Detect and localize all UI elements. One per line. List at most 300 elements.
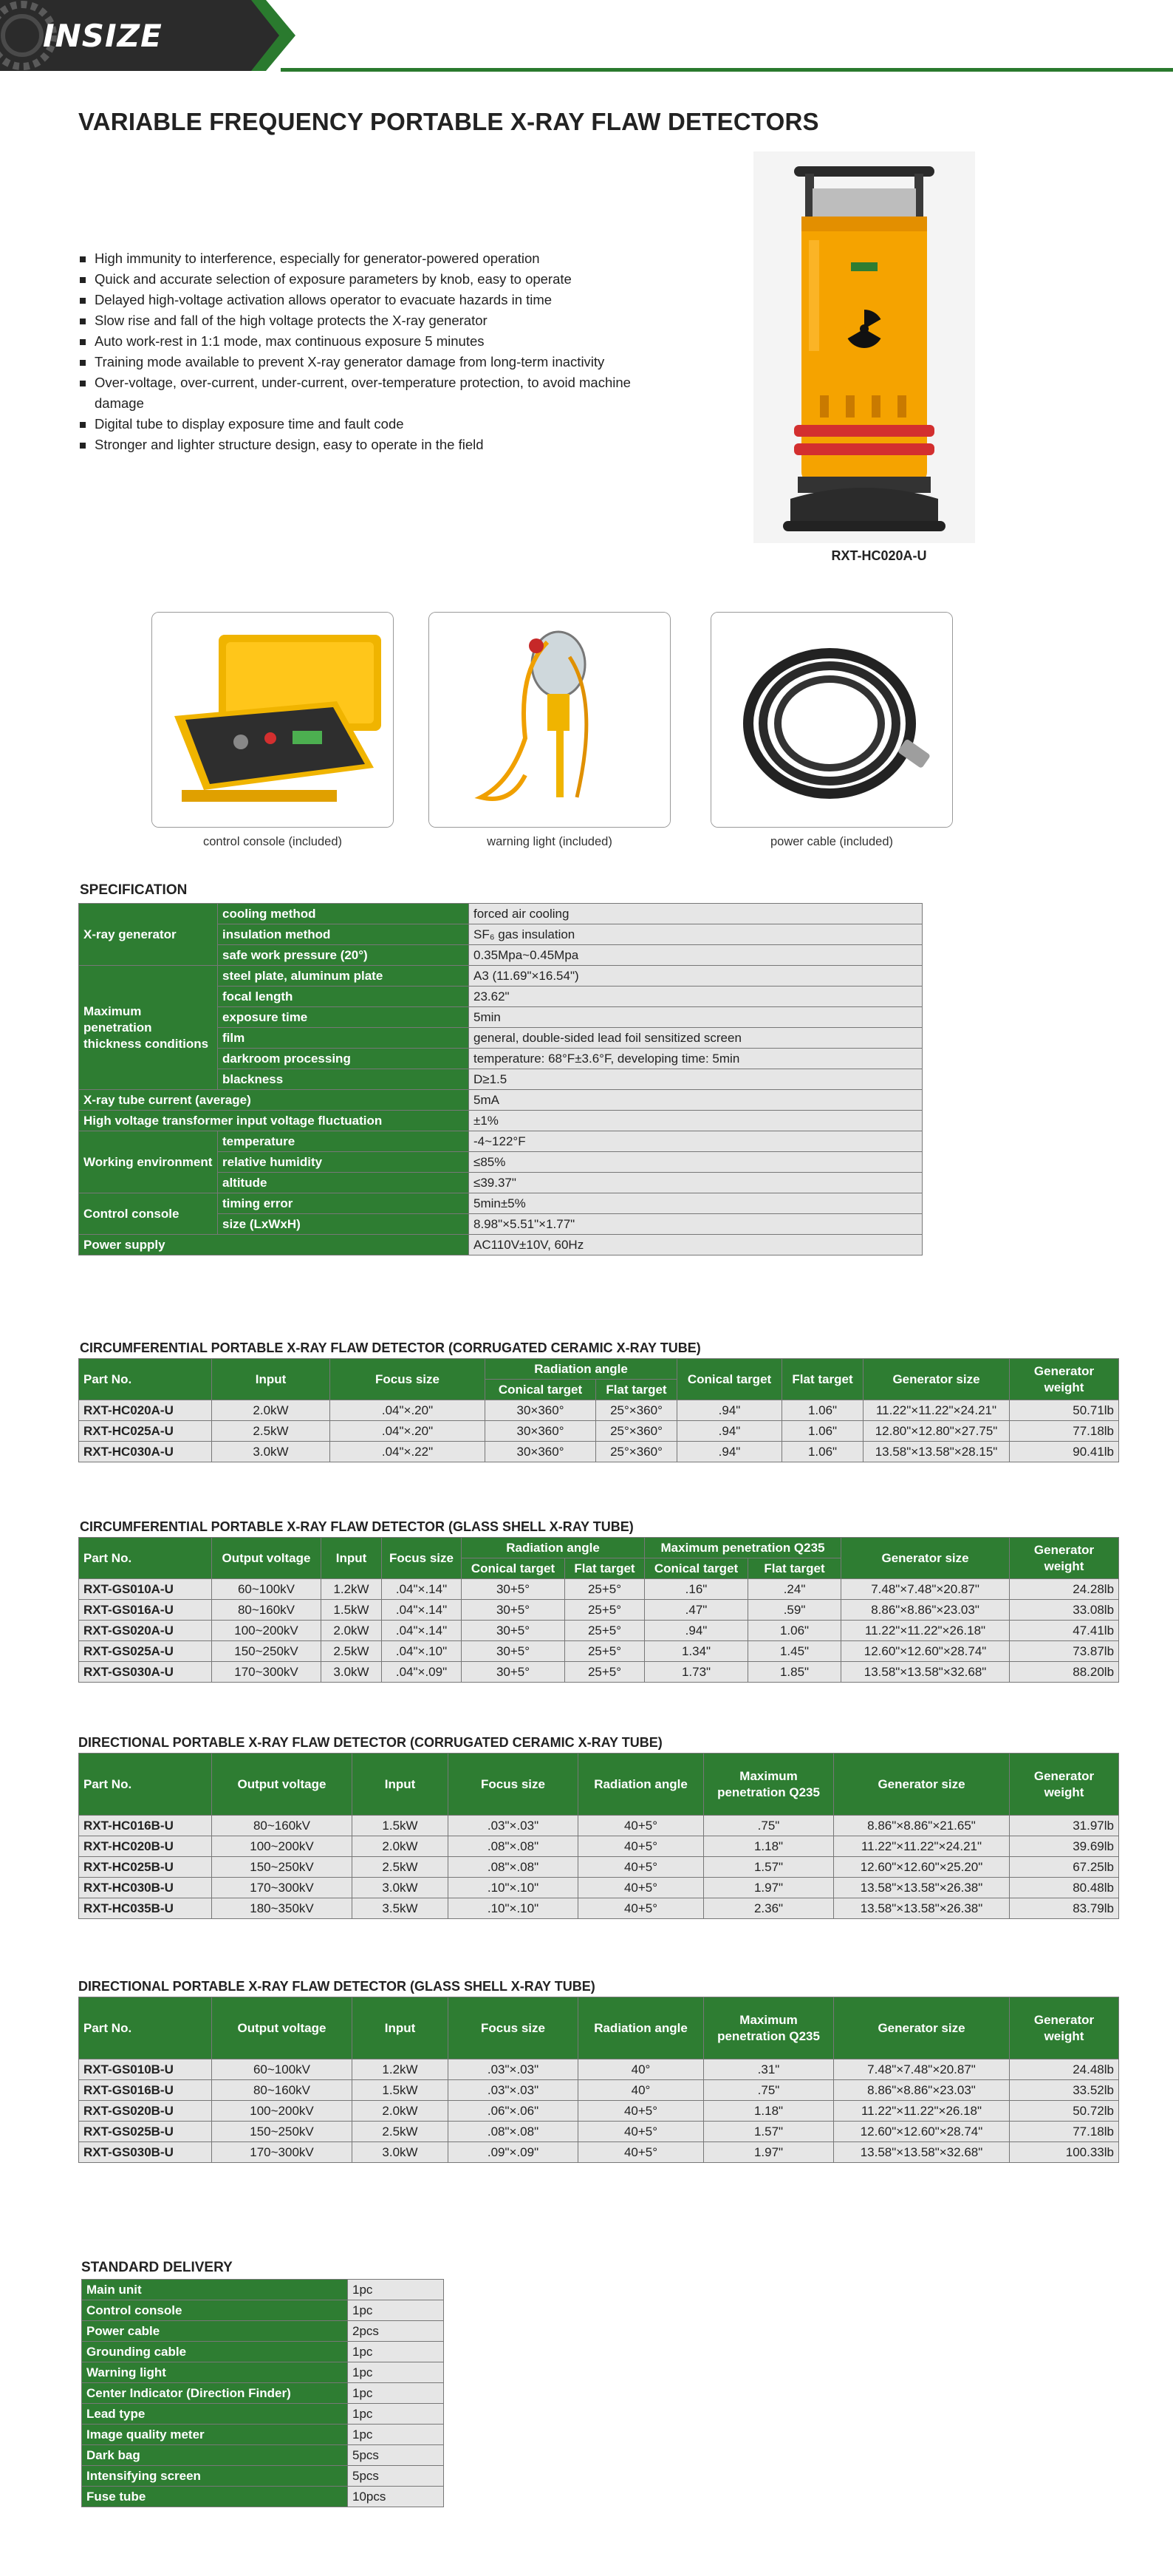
column-header: Radiation angle: [578, 1754, 704, 1816]
table-cell: 11.22"×11.22"×24.21": [834, 1836, 1010, 1857]
table-cell: RXT-GS016A-U: [79, 1600, 212, 1621]
table-cell: 1.5kW: [352, 1816, 448, 1836]
spec-title: SPECIFICATION: [80, 882, 188, 898]
table-row: [82, 2300, 444, 2321]
table-cell: RXT-GS030B-U: [79, 2142, 212, 2163]
spec-label: High voltage transformer input voltage fluctuation: [79, 1111, 469, 1131]
feature-item: Over-voltage, over-current, under-current, over-temperature protection, to avoid machine damage: [80, 372, 656, 414]
table-cell: 30+5°: [462, 1621, 565, 1641]
table-cell: Dark bag: [82, 2445, 348, 2466]
table-cell: 1pc: [348, 2404, 444, 2425]
table-cell: 80~160kV: [212, 1600, 321, 1621]
table-cell: 3.5kW: [352, 1898, 448, 1919]
column-header: Part No.: [79, 1997, 212, 2059]
column-header: Radiation angle: [462, 1538, 645, 1558]
table-cell: RXT-HC020A-U: [79, 1400, 212, 1421]
table-row: [79, 2142, 1119, 2163]
main-image-caption: RXT-HC020A-U: [831, 548, 927, 563]
column-header: Maximum penetration Q235: [645, 1538, 841, 1558]
spec-value: 5min±5%: [469, 1193, 923, 1214]
table-cell: 3.0kW: [212, 1442, 330, 1462]
table-cell: RXT-GS030A-U: [79, 1662, 212, 1683]
column-header: Flat target: [748, 1558, 841, 1579]
table-cell: .09"×.09": [448, 2142, 578, 2163]
spec-label: Power supply: [79, 1235, 469, 1255]
table-row: [82, 2445, 444, 2466]
table-cell: 8.86"×8.86"×21.65": [834, 1816, 1010, 1836]
table-cell: .94": [645, 1621, 748, 1641]
table-cell: 60~100kV: [212, 2059, 352, 2080]
spec-label: focal length: [218, 987, 469, 1007]
spec-label: film: [218, 1028, 469, 1049]
table-cell: 150~250kV: [212, 1641, 321, 1662]
table-cell: Control console: [82, 2300, 348, 2321]
table-cell: 1.06": [748, 1621, 841, 1641]
table-cell: 60~100kV: [212, 1579, 321, 1600]
table-cell: .04"×.22": [330, 1442, 485, 1462]
product-table-2: [78, 1537, 1119, 1683]
table-row: [82, 2487, 444, 2507]
table-cell: 25+5°: [565, 1621, 645, 1641]
table-cell: Warning light: [82, 2362, 348, 2383]
column-header: Focus size: [382, 1538, 462, 1579]
table-cell: RXT-HC025A-U: [79, 1421, 212, 1442]
table-row: [79, 1090, 923, 1111]
column-header: Focus size: [330, 1359, 485, 1400]
table-row: [79, 2080, 1119, 2101]
table-cell: 1.73": [645, 1662, 748, 1683]
table-cell: 30+5°: [462, 1579, 565, 1600]
spec-label: darkroom processing: [218, 1049, 469, 1069]
table-cell: 73.87lb: [1010, 1641, 1119, 1662]
table-row: [79, 1421, 1119, 1442]
table-cell: 30×360°: [485, 1400, 596, 1421]
table-cell: Fuse tube: [82, 2487, 348, 2507]
table-row: [79, 1898, 1119, 1919]
table-cell: 1.5kW: [321, 1600, 382, 1621]
table-row: [79, 2059, 1119, 2080]
spec-label: temperature: [218, 1131, 469, 1152]
feature-item: Training mode available to prevent X-ray generator damage from long-term inactivity: [80, 352, 693, 372]
spec-value: ±1%: [469, 1111, 923, 1131]
column-header: Output voltage: [212, 1997, 352, 2059]
table-row: [82, 2280, 444, 2300]
table-cell: 30×360°: [485, 1442, 596, 1462]
header-bar: [0, 0, 1173, 74]
table-cell: 1.85": [748, 1662, 841, 1683]
table-row: [79, 1600, 1119, 1621]
column-header: Focus size: [448, 1754, 578, 1816]
table-cell: 3.0kW: [352, 2142, 448, 2163]
delivery-title: STANDARD DELIVERY: [81, 2260, 233, 2275]
table-cell: RXT-GS025A-U: [79, 1641, 212, 1662]
table-cell: .10"×.10": [448, 1898, 578, 1919]
column-header: Output voltage: [212, 1538, 321, 1579]
table-cell: 2pcs: [348, 2321, 444, 2342]
column-header: Generator weight: [1010, 1997, 1119, 2059]
table-cell: 1pc: [348, 2425, 444, 2445]
table-cell: .75": [704, 1816, 834, 1836]
table-cell: 24.28lb: [1010, 1579, 1119, 1600]
table-row: [79, 1878, 1119, 1898]
table-cell: Center Indicator (Direction Finder): [82, 2383, 348, 2404]
table-cell: 40+5°: [578, 1898, 704, 1919]
table-cell: 11.22"×11.22"×26.18": [841, 1621, 1010, 1641]
table-row: [82, 2466, 444, 2487]
table-cell: 30+5°: [462, 1600, 565, 1621]
spec-value: D≥1.5: [469, 1069, 923, 1090]
column-header: Output voltage: [212, 1754, 352, 1816]
table-row: [82, 2404, 444, 2425]
table-cell: 170~300kV: [212, 1662, 321, 1683]
table-cell: Lead type: [82, 2404, 348, 2425]
table-cell: 13.58"×13.58"×26.38": [834, 1878, 1010, 1898]
table-cell: 88.20lb: [1010, 1662, 1119, 1683]
table-cell: 12.60"×12.60"×28.74": [841, 1641, 1010, 1662]
spec-value: forced air cooling: [469, 904, 923, 924]
column-header: Generator size: [834, 1997, 1010, 2059]
table-cell: Image quality meter: [82, 2425, 348, 2445]
table-cell: Power cable: [82, 2321, 348, 2342]
spec-value: SF₆ gas insulation: [469, 924, 923, 945]
table-title: CIRCUMFERENTIAL PORTABLE X-RAY FLAW DETECTOR (CORRUGATED CERAMIC X-RAY TUBE): [80, 1340, 701, 1355]
table-cell: 2.5kW: [352, 2122, 448, 2142]
table-cell: .08"×.08": [448, 1857, 578, 1878]
table-cell: 25+5°: [565, 1579, 645, 1600]
table-cell: .16": [645, 1579, 748, 1600]
table-cell: 1.5kW: [352, 2080, 448, 2101]
table-row: [79, 1836, 1119, 1857]
column-header: Part No.: [79, 1538, 212, 1579]
delivery-table: [81, 2279, 444, 2507]
column-header: Input: [212, 1359, 330, 1400]
spec-table: [78, 903, 923, 1255]
table-cell: 1.2kW: [352, 2059, 448, 2080]
table-cell: 39.69lb: [1010, 1836, 1119, 1857]
table-cell: 3.0kW: [352, 1878, 448, 1898]
table-cell: 40°: [578, 2059, 704, 2080]
column-header: Flat target: [782, 1359, 863, 1400]
table-cell: 40+5°: [578, 1878, 704, 1898]
table-row: [79, 1193, 923, 1214]
table-cell: .03"×.03": [448, 2080, 578, 2101]
spec-label: timing error: [218, 1193, 469, 1214]
table-cell: RXT-HC035B-U: [79, 1898, 212, 1919]
table-cell: 7.48"×7.48"×20.87": [834, 2059, 1010, 2080]
table-cell: 1.06": [782, 1400, 863, 1421]
table-cell: 12.60"×12.60"×25.20": [834, 1857, 1010, 1878]
table-row: [79, 1131, 923, 1152]
spec-label: altitude: [218, 1173, 469, 1193]
table-cell: 1pc: [348, 2300, 444, 2321]
table-cell: .03"×.03": [448, 1816, 578, 1836]
table-cell: 12.60"×12.60"×28.74": [834, 2122, 1010, 2142]
table-cell: .31": [704, 2059, 834, 2080]
table-cell: RXT-GS020B-U: [79, 2101, 212, 2122]
product-table-4: [78, 1997, 1119, 2163]
column-header: Conical target: [645, 1558, 748, 1579]
table-title: DIRECTIONAL PORTABLE X-RAY FLAW DETECTOR (CORRUGATED CERAMIC X-RAY TUBE): [78, 1735, 663, 1750]
table-cell: 30+5°: [462, 1641, 565, 1662]
column-header: Conical target: [485, 1380, 596, 1400]
table-cell: 2.0kW: [352, 2101, 448, 2122]
table-row: [79, 2101, 1119, 2122]
column-header: Generator weight: [1010, 1538, 1119, 1579]
table-cell: RXT-HC030B-U: [79, 1878, 212, 1898]
table-cell: 1pc: [348, 2342, 444, 2362]
table-title: CIRCUMFERENTIAL PORTABLE X-RAY FLAW DETECTOR (GLASS SHELL X-RAY TUBE): [80, 1519, 634, 1534]
feature-item: High immunity to interference, especially for generator-powered operation: [80, 248, 693, 269]
feature-list: [80, 248, 693, 455]
table-cell: .08"×.08": [448, 1836, 578, 1857]
table-cell: .75": [704, 2080, 834, 2101]
spec-label: insulation method: [218, 924, 469, 945]
spec-group-label: Control console: [79, 1193, 218, 1235]
table-cell: .04"×.10": [382, 1641, 462, 1662]
table-cell: RXT-HC030A-U: [79, 1442, 212, 1462]
table-cell: .03"×.03": [448, 2059, 578, 2080]
table-cell: 1pc: [348, 2383, 444, 2404]
table-cell: 40+5°: [578, 2142, 704, 2163]
table-cell: 1pc: [348, 2280, 444, 2300]
table-cell: 11.22"×11.22"×24.21": [863, 1400, 1010, 1421]
table-row: [79, 1579, 1119, 1600]
table-cell: 2.0kW: [352, 1836, 448, 1857]
spec-group-label: X-ray generator: [79, 904, 218, 966]
control-console-caption: control console (included): [202, 835, 343, 848]
spec-value: 0.35Mpa~0.45Mpa: [469, 945, 923, 966]
column-header: Flat target: [596, 1380, 677, 1400]
column-header: Maximum penetration Q235: [704, 1754, 834, 1816]
table-cell: 25°×360°: [596, 1400, 677, 1421]
column-header: Focus size: [448, 1997, 578, 2059]
table-cell: 8.86"×8.86"×23.03": [834, 2080, 1010, 2101]
table-row: [79, 1857, 1119, 1878]
table-cell: .24": [748, 1579, 841, 1600]
column-header: Generator size: [863, 1359, 1010, 1400]
table-cell: RXT-GS025B-U: [79, 2122, 212, 2142]
column-header: Part No.: [79, 1359, 212, 1400]
table-cell: 2.36": [704, 1898, 834, 1919]
table-cell: .04"×.14": [382, 1600, 462, 1621]
table-cell: 170~300kV: [212, 1878, 352, 1898]
table-row: [79, 966, 923, 987]
table-cell: RXT-GS016B-U: [79, 2080, 212, 2101]
table-cell: 1.97": [704, 2142, 834, 2163]
spec-value: general, double-sided lead foil sensitized screen: [469, 1028, 923, 1049]
table-cell: 1.45": [748, 1641, 841, 1662]
warning-light-image: [428, 612, 671, 828]
table-cell: 13.58"×13.58"×26.38": [834, 1898, 1010, 1919]
table-cell: 25+5°: [565, 1600, 645, 1621]
table-cell: Intensifying screen: [82, 2466, 348, 2487]
table-cell: 50.72lb: [1010, 2101, 1119, 2122]
table-cell: 13.58"×13.58"×32.68": [841, 1662, 1010, 1683]
table-cell: .04"×.20": [330, 1421, 485, 1442]
table-cell: 1.06": [782, 1421, 863, 1442]
table-title: DIRECTIONAL PORTABLE X-RAY FLAW DETECTOR (GLASS SHELL X-RAY TUBE): [78, 1979, 595, 1994]
table-cell: 25°×360°: [596, 1442, 677, 1462]
table-cell: 170~300kV: [212, 2142, 352, 2163]
table-cell: .06"×.06": [448, 2101, 578, 2122]
table-cell: 83.79lb: [1010, 1898, 1119, 1919]
spec-value: 8.98"×5.51"×1.77": [469, 1214, 923, 1235]
feature-item: Auto work-rest in 1:1 mode, max continuous exposure 5 minutes: [80, 331, 693, 352]
spec-label: relative humidity: [218, 1152, 469, 1173]
table-cell: 1.57": [704, 1857, 834, 1878]
table-cell: 1.06": [782, 1442, 863, 1462]
spec-group-label: Working environment: [79, 1131, 218, 1193]
column-header: Flat target: [565, 1558, 645, 1579]
page-title: VARIABLE FREQUENCY PORTABLE X-RAY FLAW DETECTORS: [78, 108, 819, 135]
spec-value: 5mA: [469, 1090, 923, 1111]
spec-group-label: Maximum penetration thickness conditions: [79, 966, 218, 1090]
table-cell: 80~160kV: [212, 1816, 352, 1836]
column-header: Input: [321, 1538, 382, 1579]
table-cell: 77.18lb: [1010, 1421, 1119, 1442]
warning-light-caption: warning light (included): [487, 835, 612, 848]
spec-value: ≤85%: [469, 1152, 923, 1173]
table-cell: 180~350kV: [212, 1898, 352, 1919]
spec-value: A3 (11.69"×16.54"): [469, 966, 923, 987]
table-cell: 100~200kV: [212, 1621, 321, 1641]
feature-item: Delayed high-voltage activation allows operator to evacuate hazards in time: [80, 290, 693, 310]
table-cell: 3.0kW: [321, 1662, 382, 1683]
column-header: Generator size: [834, 1754, 1010, 1816]
table-cell: 7.48"×7.48"×20.87": [841, 1579, 1010, 1600]
table-cell: .04"×.09": [382, 1662, 462, 1683]
table-cell: 1.34": [645, 1641, 748, 1662]
table-cell: 80~160kV: [212, 2080, 352, 2101]
table-cell: 1.2kW: [321, 1579, 382, 1600]
table-cell: 1.57": [704, 2122, 834, 2142]
table-cell: 33.52lb: [1010, 2080, 1119, 2101]
table-cell: 40°: [578, 2080, 704, 2101]
spec-value: temperature: 68°F±3.6°F, developing time: 5min: [469, 1049, 923, 1069]
table-cell: RXT-GS010B-U: [79, 2059, 212, 2080]
spec-value: AC110V±10V, 60Hz: [469, 1235, 923, 1255]
table-cell: .94": [677, 1442, 782, 1462]
table-cell: 25+5°: [565, 1662, 645, 1683]
product-table-1: [78, 1358, 1119, 1462]
xray-generator-image: [753, 151, 975, 543]
table-row: [79, 1816, 1119, 1836]
column-header: Radiation angle: [578, 1997, 704, 2059]
table-cell: 25+5°: [565, 1641, 645, 1662]
table-row: [82, 2383, 444, 2404]
table-cell: 13.58"×13.58"×28.15": [863, 1442, 1010, 1462]
table-cell: 50.71lb: [1010, 1400, 1119, 1421]
table-cell: 2.0kW: [212, 1400, 330, 1421]
table-row: [82, 2342, 444, 2362]
spec-value: 5min: [469, 1007, 923, 1028]
table-cell: 100.33lb: [1010, 2142, 1119, 2163]
table-cell: 100~200kV: [212, 2101, 352, 2122]
feature-item: Digital tube to display exposure time and fault code: [80, 414, 693, 435]
table-cell: RXT-GS020A-U: [79, 1621, 212, 1641]
table-cell: .59": [748, 1600, 841, 1621]
column-header: Maximum penetration Q235: [704, 1997, 834, 2059]
table-cell: 150~250kV: [212, 1857, 352, 1878]
table-cell: 31.97lb: [1010, 1816, 1119, 1836]
table-cell: 25°×360°: [596, 1421, 677, 1442]
table-row: [79, 904, 923, 924]
column-header: Input: [352, 1754, 448, 1816]
table-cell: .94": [677, 1421, 782, 1442]
column-header: Generator weight: [1010, 1359, 1119, 1400]
spec-label: steel plate, aluminum plate: [218, 966, 469, 987]
spec-label: blackness: [218, 1069, 469, 1090]
table-cell: 11.22"×11.22"×26.18": [834, 2101, 1010, 2122]
table-cell: .10"×.10": [448, 1878, 578, 1898]
table-cell: 2.5kW: [321, 1641, 382, 1662]
table-cell: 5pcs: [348, 2445, 444, 2466]
column-header: Radiation angle: [485, 1359, 677, 1380]
table-cell: 90.41lb: [1010, 1442, 1119, 1462]
table-cell: 12.80"×12.80"×27.75": [863, 1421, 1010, 1442]
column-header: Generator size: [841, 1538, 1010, 1579]
table-row: [82, 2425, 444, 2445]
feature-item: Quick and accurate selection of exposure parameters by knob, easy to operate: [80, 269, 693, 290]
header-rule: [281, 68, 1173, 72]
table-cell: 40+5°: [578, 2122, 704, 2142]
table-cell: 24.48lb: [1010, 2059, 1119, 2080]
table-cell: 5pcs: [348, 2466, 444, 2487]
spec-value: 23.62": [469, 987, 923, 1007]
table-cell: 80.48lb: [1010, 1878, 1119, 1898]
table-row: [82, 2321, 444, 2342]
table-cell: 1.97": [704, 1878, 834, 1898]
column-header: Conical target: [677, 1359, 782, 1400]
column-header: Input: [352, 1997, 448, 2059]
spec-value: ≤39.37": [469, 1173, 923, 1193]
table-cell: .94": [677, 1400, 782, 1421]
table-cell: Grounding cable: [82, 2342, 348, 2362]
table-row: [79, 1400, 1119, 1421]
product-table-3: [78, 1753, 1119, 1919]
table-cell: 40+5°: [578, 1816, 704, 1836]
table-cell: 30+5°: [462, 1662, 565, 1683]
power-cable-caption: power cable (included): [770, 835, 893, 848]
spec-value: -4~122°F: [469, 1131, 923, 1152]
column-header: Generator weight: [1010, 1754, 1119, 1816]
brand-logo: INSIZE: [43, 18, 163, 54]
table-cell: .04"×.20": [330, 1400, 485, 1421]
table-row: [79, 1621, 1119, 1641]
feature-item: Stronger and lighter structure design, easy to operate in the field: [80, 435, 693, 455]
table-cell: .04"×.14": [382, 1579, 462, 1600]
table-cell: 67.25lb: [1010, 1857, 1119, 1878]
table-cell: 77.18lb: [1010, 2122, 1119, 2142]
table-cell: RXT-HC020B-U: [79, 1836, 212, 1857]
table-cell: 40+5°: [578, 2101, 704, 2122]
table-cell: RXT-HC016B-U: [79, 1816, 212, 1836]
table-cell: 2.0kW: [321, 1621, 382, 1641]
table-cell: RXT-HC025B-U: [79, 1857, 212, 1878]
column-header: Conical target: [462, 1558, 565, 1579]
table-cell: .08"×.08": [448, 2122, 578, 2142]
table-cell: 33.08lb: [1010, 1600, 1119, 1621]
table-row: [79, 1235, 923, 1255]
power-cable-image: [711, 612, 953, 828]
table-cell: 1.18": [704, 2101, 834, 2122]
table-cell: 40+5°: [578, 1836, 704, 1857]
table-cell: Main unit: [82, 2280, 348, 2300]
table-cell: 2.5kW: [352, 1857, 448, 1878]
spec-label: cooling method: [218, 904, 469, 924]
table-cell: 1pc: [348, 2362, 444, 2383]
table-cell: 100~200kV: [212, 1836, 352, 1857]
